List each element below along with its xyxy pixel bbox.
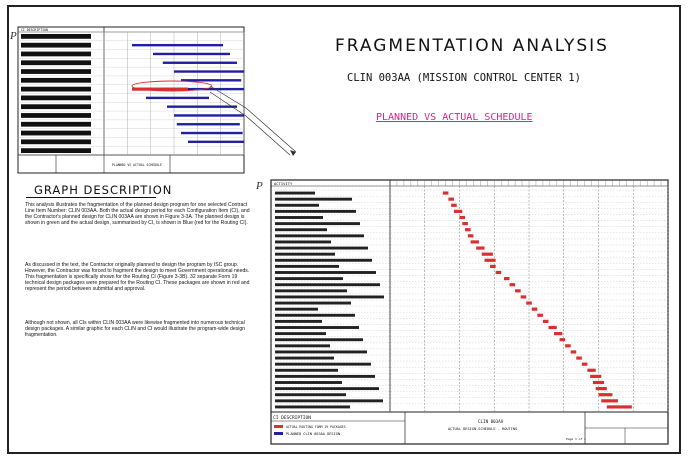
overview-planned-bar [177,123,240,125]
overview-row-label [21,148,91,153]
routing-package-bar [515,289,521,292]
detail-row-label [275,222,360,225]
routing-package-bar [582,363,588,366]
detail-border [271,180,668,444]
routing-package-bar [532,308,538,311]
overview-row-label [21,113,91,118]
overview-row-label [21,122,91,127]
overview-row-label [21,34,91,39]
routing-package-bar [510,283,516,286]
graph-description-paragraph-1: This analysis illustrates the fragmentation of the planned design program for one selected Contract Line Item Number: CLIN 003AA. Both the actual design period for each Configuration Item (CI), and the Contractor's planned design for CLIN 003AA are shown in Figure 3-3A. The planned design is shown in green and the actual design, summarized by CI, is shown in Blue (red for the Routing CI). [25,202,250,227]
detail-row-label [275,277,343,280]
overview-planned-bar [174,70,244,72]
detail-row-label [275,247,368,250]
detail-row-label [275,375,375,378]
routing-package-bar [485,259,496,262]
ci-description-label: CI DESCRIPTION [273,416,311,421]
routing-package-bar [537,314,543,317]
routing-package-bar [554,332,562,335]
overview-planned-bar [163,62,237,64]
detail-row-label [275,234,364,237]
overview-row-label [21,87,91,92]
graph-description-paragraph-2: As discussed in the text, the Contractor originally planned to design the program by ISC group. However, the Contractor was forced to fragment the design to meet Government operational needs. This fragmentation is specifically shown for the Routing CI (Figure 3-3B). 32 separate Form 19 technical design packages were prepared for the Routing CI. These packages are shown in red and represent the period between submittal and approval. [25,262,250,293]
overview-row-label [21,43,91,48]
routing-package-bar [587,369,595,372]
overview-row-label [21,96,91,101]
detail-row-label [275,283,380,286]
detail-row-label [275,363,371,366]
detail-row-label [275,393,346,396]
detail-row-label [275,265,339,268]
detail-row-label [275,198,352,201]
detail-row-label [275,320,322,323]
detail-row-label [275,350,367,353]
routing-package-bar [590,375,601,378]
schedule-heading: PLANNED VS ACTUAL SCHEDULE [376,112,533,123]
routing-package-bar [571,350,577,353]
detail-row-label [275,302,351,305]
graph-description-heading: GRAPH DESCRIPTION [34,183,173,197]
detail-row-label [275,289,347,292]
routing-package-bar [468,234,474,237]
detail-row-label [275,271,376,274]
overview-planned-bar [153,53,230,55]
detail-row-label [275,344,330,347]
detail-row-label [275,369,338,372]
legend-label-planned: PLANNED CLIN 003AA DESIGN [286,432,341,436]
routing-package-bar [454,210,462,213]
overview-row-label [21,139,91,144]
routing-package-bar [526,301,532,304]
legend-swatch-actual [274,425,283,428]
overview-row-label [21,104,91,109]
routing-package-bar [465,228,471,231]
detail-row-label [275,387,379,390]
routing-package-bar [476,246,484,249]
page-marker-detail: P [256,180,263,192]
routing-package-bar [460,216,466,219]
detail-header-label: ACTIVITY [274,181,293,186]
legend-swatch-planned [274,432,283,435]
detail-row-label [275,216,323,219]
routing-package-bar [490,265,496,268]
routing-package-bar [601,399,618,402]
detail-row-label [275,405,350,408]
title-block-page: Page 1 of 1 [566,437,586,441]
overview-row-label [21,60,91,65]
routing-package-bar [496,271,502,274]
overview-planned-bar [146,97,209,99]
overview-planned-bar [167,105,237,107]
graph-description-paragraph-3: Although not shown, all CIs within CLIN 003AA were likewise fragmented into numerous technical design packages. A similar graphic for each CLIN and CI would illustrate the program-wide design fragmentation. [25,320,245,339]
title-block-line2: ACTUAL DESIGN SCHEDULE - ROUTING [448,427,518,431]
overview-row-label [21,131,91,136]
routing-package-bar [504,277,510,280]
routing-package-bar [521,295,527,298]
detail-row-label [275,308,318,311]
detail-row-label [275,253,335,256]
routing-package-bar [471,240,479,243]
overview-row-label [21,52,91,57]
detail-row-label [275,399,383,402]
routing-package-bar [451,204,457,207]
title-block-line1: CLIN 003AA [478,419,504,424]
routing-package-bar [548,326,556,329]
overview-planned-bar [174,114,244,116]
page-subtitle: CLIN 003AA (MISSION CONTROL CENTER 1) [347,72,581,84]
routing-package-bar [576,356,582,359]
detail-row-label [275,295,384,298]
routing-package-bar [448,198,454,201]
detail-row-label [275,314,355,317]
routing-package-bar [560,338,566,341]
routing-package-bar [543,320,549,323]
overview-row-label [21,69,91,74]
routing-package-bar [443,191,449,194]
overview-chart [18,27,244,173]
routing-package-bar [599,393,613,396]
detail-row-label [275,332,326,335]
detail-row-label [275,259,372,262]
routing-package-bar [462,222,468,225]
overview-planned-bar [188,141,244,143]
routing-package-bar [482,253,493,256]
detail-chart [271,180,668,444]
overview-title-block: PLANNED VS ACTUAL SCHEDULE [112,163,162,167]
legend-label-actual: ACTUAL ROUTING FORM 19 PACKAGES [286,425,346,429]
page-title: FRAGMENTATION ANALYSIS [335,36,609,56]
routing-package-bar [593,381,604,384]
overview-header-label: CI DESCRIPTION [21,28,48,32]
detail-row-label [275,204,319,207]
detail-row-label [275,210,356,213]
detail-row-label [275,228,327,231]
page-marker-overview: P [10,30,17,42]
routing-package-bar [607,405,632,408]
detail-row-label [275,192,315,195]
overview-planned-bar [181,132,243,134]
detail-row-label [275,240,331,243]
routing-package-bar [565,344,571,347]
detail-row-label [275,338,363,341]
detail-row-label [275,326,359,329]
overview-planned-bar [132,44,223,46]
routing-package-bar [596,387,607,390]
detail-row-label [275,357,334,360]
overview-row-label [21,78,91,83]
detail-row-label [275,381,342,384]
